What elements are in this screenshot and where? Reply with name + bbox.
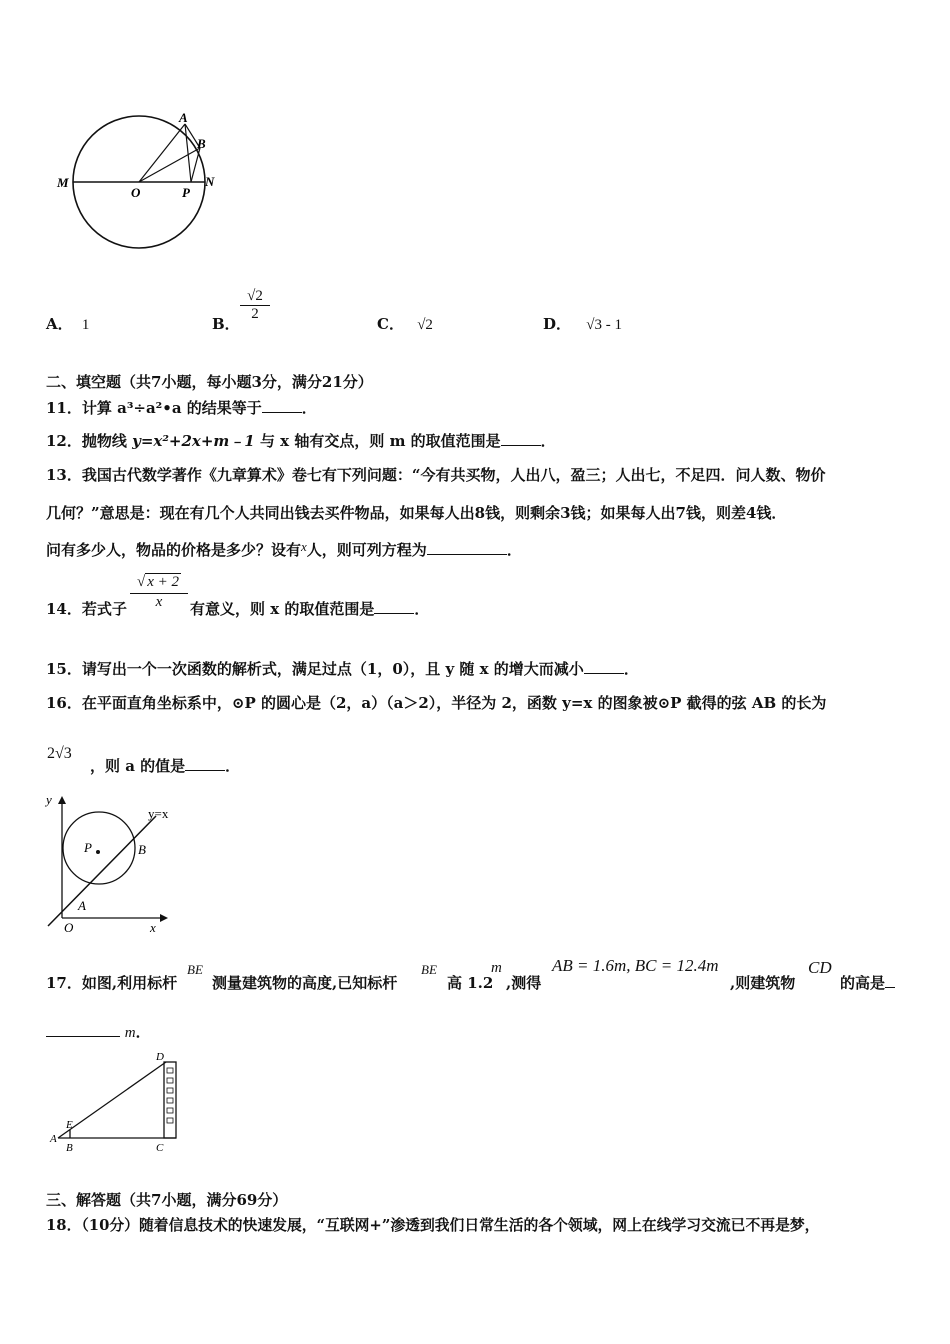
- q16-answer-blank[interactable]: [185, 756, 225, 771]
- building-window: [167, 1108, 173, 1113]
- y-axis-arrow: [58, 796, 66, 804]
- label-p: P: [182, 185, 190, 200]
- label-line: y=x: [148, 806, 169, 821]
- q17-mid1: 测量建筑物的高度,已知标杆: [212, 974, 398, 992]
- label-x: x: [150, 920, 156, 935]
- q13-line3: 问有多少人，物品的价格是多少？设有x人，则可列方程为 ．: [46, 539, 522, 559]
- q13-line1: 13．我国古代数学著作《九章算术》卷七有下列问题：“今有共买物，人出八，盈三；人出七，不足四．问人数、物价: [46, 466, 826, 484]
- option-a-value: 1: [81, 317, 90, 333]
- circle-figure: [55, 108, 235, 258]
- label-a: A: [50, 1133, 57, 1145]
- q16-value: 2√3: [47, 745, 72, 762]
- question-18: 18．（10分）随着信息技术的快速发展，“互联网+”渗透到我们日常生活的各个领域，网上在线学习交流已不再是梦，: [46, 1217, 820, 1234]
- option-d-value: √3 - 1: [586, 317, 622, 333]
- label-n: N: [205, 174, 215, 189]
- option-b-fraction: [240, 288, 270, 323]
- label-p: P: [84, 840, 92, 855]
- q16-suffix: ，则 a 的值是: [90, 757, 186, 775]
- q15-answer-blank[interactable]: [584, 659, 624, 674]
- building-figure: [48, 1050, 188, 1155]
- q17-unit: m: [124, 1025, 136, 1041]
- q14-suffix: 有意义，则 x 的取值范围是 ．: [190, 600, 430, 618]
- label-o: O: [64, 920, 74, 935]
- segment-oa: [139, 124, 185, 182]
- option-b-numerator: √2: [240, 288, 270, 306]
- q17-cd: CD: [808, 958, 832, 977]
- label-a: A: [78, 898, 86, 913]
- option-c-value: √2: [417, 317, 433, 333]
- label-d: D: [156, 1051, 164, 1063]
- q11-answer-blank[interactable]: [262, 398, 302, 413]
- q14-prefix: 14．若式子: [46, 600, 127, 618]
- sightline-ad: [58, 1062, 166, 1138]
- building-window: [167, 1088, 173, 1093]
- q14-suffix-text: 有意义，则 x 的取值范围是: [190, 600, 375, 618]
- q14-fraction: [130, 574, 188, 611]
- q17-prefix: 17．如图,利用标杆: [46, 974, 178, 992]
- section3-heading: 三、解答题（共7小题，满分69分）: [46, 1191, 288, 1209]
- q12-suffix: 与 x 轴有交点，则 m 的取值范围是: [254, 432, 501, 450]
- building-window: [167, 1078, 173, 1083]
- q12-prefix: 12．抛物线: [46, 432, 133, 450]
- q13-variable: x: [301, 539, 307, 554]
- option-c[interactable]: [377, 313, 433, 334]
- q17-answer-blank-b[interactable]: [46, 1022, 120, 1037]
- label-m: M: [57, 175, 69, 190]
- label-o: O: [131, 185, 141, 200]
- q17-suffix-text: 的高是: [840, 974, 886, 992]
- q13-line3-suffix: 人，则可列方程为: [306, 541, 427, 559]
- option-c-label: C．: [377, 315, 404, 333]
- building-window: [167, 1118, 173, 1123]
- q17-suffix: [840, 972, 895, 993]
- q17-mid2: 高 1.2: [447, 974, 494, 992]
- segment-bp: [191, 148, 200, 182]
- coordinate-figure: [44, 790, 184, 935]
- q14-denominator: x: [155, 594, 163, 610]
- option-d[interactable]: [543, 313, 622, 334]
- question-12: 12．抛物线 y=x²+2x+m﹣1 与 x 轴有交点，则 m 的取值范围是 ．: [46, 432, 556, 450]
- q17-line2: m．: [46, 1021, 151, 1042]
- option-a[interactable]: [46, 313, 89, 334]
- question-15: 15．请写出一个一次函数的解析式，满足过点（1，0），且 y 随 x 的增大而减小 ．: [46, 660, 639, 678]
- q11-text: 11．计算 a³÷a²•a 的结果等于: [46, 399, 262, 417]
- label-a: A: [179, 110, 188, 125]
- option-b[interactable]: [212, 313, 240, 334]
- q14-radicand: x + 2: [147, 574, 179, 590]
- q17-answer-blank-a[interactable]: [885, 973, 895, 988]
- option-a-label: A．: [46, 315, 73, 333]
- q16-line2: ，则 a 的值是 ．: [90, 757, 241, 775]
- q14-answer-blank[interactable]: [374, 599, 414, 614]
- option-d-label: D．: [543, 315, 572, 333]
- section2-heading: 二、填空题（共7小题，每小题3分，满分21分）: [46, 373, 373, 391]
- label-y: y: [46, 792, 52, 807]
- x-axis-arrow: [160, 914, 168, 922]
- line-y-eq-x: [48, 816, 156, 926]
- q14-numerator: √ x + 2: [130, 574, 188, 594]
- option-b-denominator: 2: [251, 306, 259, 322]
- q17-mid3: ,测得: [506, 974, 542, 992]
- q17-expression: AB = 1.6m, BC = 12.4m: [552, 956, 719, 975]
- q16-line1: 16．在平面直角坐标系中，⊙P 的圆心是（2，a）（a＞2），半径为 2，函数 y=x 的图象被⊙P 截得的弦 AB 的长为: [46, 694, 827, 712]
- question-11: 11．计算 a³÷a²•a 的结果等于 ．: [46, 399, 317, 417]
- q15-text: 15．请写出一个一次函数的解析式，满足过点（1，0），且 y 随 x 的增大而减小: [46, 660, 584, 678]
- label-b: B: [66, 1142, 73, 1154]
- label-c: C: [156, 1142, 164, 1154]
- q17-m: m: [491, 960, 502, 976]
- label-b: B: [197, 136, 206, 151]
- label-b: B: [138, 842, 146, 857]
- q17-be-1: BE: [187, 962, 203, 977]
- building-window: [167, 1068, 173, 1073]
- building-window: [167, 1098, 173, 1103]
- q12-expression: y=x²+2x+m﹣1: [132, 432, 255, 450]
- q17-mid4: ,则建筑物: [730, 974, 796, 992]
- building-cd: [164, 1062, 176, 1138]
- q13-answer-blank[interactable]: [427, 540, 507, 555]
- option-b-label: B．: [212, 315, 240, 333]
- q13-line3-prefix: 问有多少人，物品的价格是多少？设有: [46, 541, 302, 559]
- center-p: [96, 850, 100, 854]
- q17-be-2: BE: [421, 962, 437, 977]
- q12-answer-blank[interactable]: [501, 431, 541, 446]
- label-e: E: [66, 1119, 73, 1131]
- q13-line2: 几何？”意思是：现在有几个人共同出钱去买件物品，如果每人出8钱，则剩余3钱；如果每人出7钱，则差4钱．: [46, 504, 787, 522]
